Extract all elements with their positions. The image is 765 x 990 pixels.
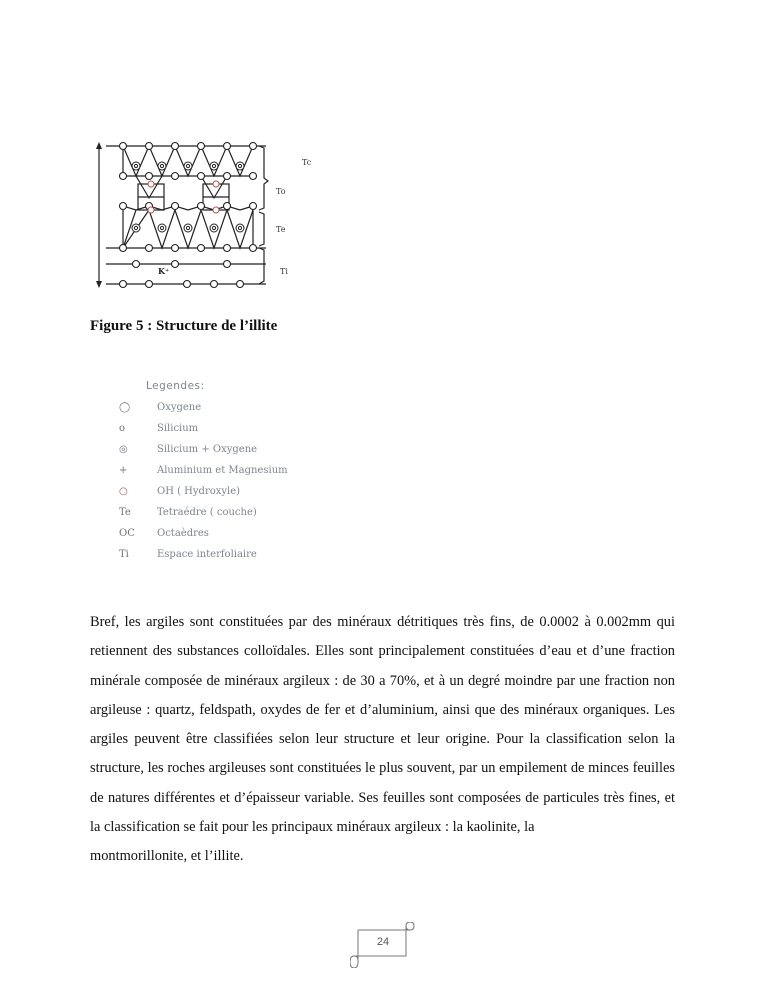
- oxygen-symbol-icon: ◯: [119, 402, 131, 413]
- legend-item-label: Silicium + Oxygene: [157, 444, 258, 455]
- legend-abbrev: Ti: [119, 549, 129, 560]
- label-k: K⁺: [158, 266, 170, 276]
- legend-item: [116, 502, 316, 523]
- height-arrow-head-top: [96, 142, 102, 149]
- illite-structure-figure: [86, 136, 336, 306]
- legend-item: [116, 544, 316, 565]
- legend-item-label: Espace interfoliaire: [157, 549, 257, 560]
- silicium-symbol-icon: o: [119, 423, 126, 434]
- page-number: 24: [376, 936, 390, 948]
- legend-title: Legendes:: [146, 380, 205, 392]
- body-paragraph-main: Bref, les argiles sont constituées par des minéraux détritiques très fins, de 0.0002 à 0.002mm qui retiennent des substances colloïdales. Elles sont principalement constituées d’eau et d’une fraction minérale composée de minéraux argileux : de 30 a 70%, et à un degré moindre par une fraction non argileuse : quartz, feldspath, oxydes de fer et d’aluminium, ainsi que des minéraux organiques. Les argiles peuvent être classifiées selon leur structure et leur origine. Pour la classification selon la structure, les roches argileuses sont constituées le plus souvent, par un empilement de minces feuilles de natures différentes et d’épaisseur variable. Ses feuilles sont composées de particules très fines, et la classification se fait pour les principaux minéraux argileux : la kaolinite, la: [90, 614, 675, 836]
- label-to: To: [276, 187, 286, 196]
- legend-item-label: Silicium: [157, 423, 199, 434]
- label-tc: Tc: [302, 158, 312, 167]
- legend-item: [116, 397, 316, 418]
- legend-item-label: OH ( Hydroxyle): [157, 486, 241, 497]
- label-te: Te: [276, 225, 286, 234]
- legend-item: [116, 439, 316, 460]
- silicium-oxygen-symbol-icon: ◎: [119, 444, 128, 455]
- figure-caption: Figure 5 : Structure de l’illite: [90, 318, 278, 334]
- aluminium-magnesium-symbol-icon: +: [119, 465, 128, 476]
- illite-structure-diagram: [86, 136, 336, 306]
- legend-abbrev: OC: [119, 528, 135, 539]
- legend-item: [116, 418, 316, 439]
- hydroxyl-symbol-icon: ○: [119, 486, 128, 497]
- legend-item-label: Oxygene: [157, 402, 202, 413]
- legend-item: [116, 460, 316, 481]
- height-arrow-head-bottom: [96, 281, 102, 288]
- legend-item-label: Octaèdres: [157, 528, 209, 539]
- label-ti: Ti: [280, 267, 288, 276]
- body-paragraph: [90, 608, 675, 872]
- legend-item: [116, 481, 316, 502]
- legend-item: [116, 523, 316, 544]
- legend-abbrev: Te: [119, 507, 131, 518]
- body-paragraph-end: montmorillonite, et l’illite.: [90, 848, 244, 865]
- page-number-badge: [350, 922, 416, 968]
- legend-item-label: Tetraédre ( couche): [157, 507, 257, 518]
- legend-item-label: Aluminium et Magnesium: [157, 465, 288, 476]
- figure-legend: [116, 380, 316, 565]
